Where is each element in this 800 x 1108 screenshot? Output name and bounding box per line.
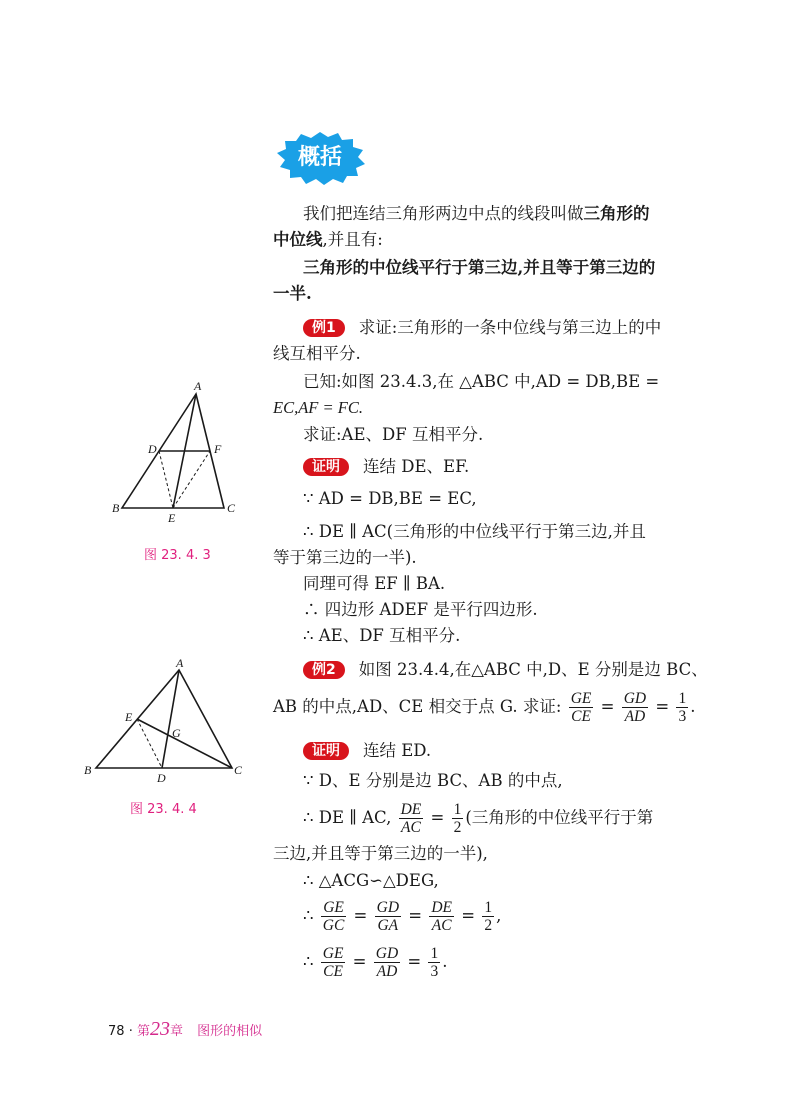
summary-bold: 三角形的 <box>583 204 650 223</box>
figure-23-4-4 <box>82 658 242 788</box>
proof2-step6: ∴ $\frac{GE}{CE}$ = $\frac{GD}{AD}$ = $\frac{1}{3}$ . <box>303 945 448 980</box>
proof2-tag: 证明 <box>303 742 349 760</box>
example2-task-2: AB 的中点,AD、CE 相交于点 G. 求证: <box>273 697 562 716</box>
proof2-step4: ∴ △ACG∽△DEG, <box>303 871 439 890</box>
label-a: A <box>194 379 202 393</box>
fraction-one-third: $\frac{1}{3}$ <box>678 690 687 725</box>
chapter-number: 23 <box>149 1018 170 1040</box>
proof1-step3-1: ∴ DE ∥ AC(三角形的中位线平行于第三边,并且 <box>303 522 646 541</box>
fraction-de-ac-2: $\frac{DE}{AC}$ <box>431 899 453 934</box>
label-c-2: C <box>234 763 242 777</box>
label-c: C <box>227 501 236 515</box>
theorem-line-2: 一半. <box>273 284 312 303</box>
fraction-de-ac: $\frac{DE}{AC}$ <box>400 801 422 836</box>
term-midline: 中位线 <box>273 230 323 249</box>
segment-de <box>159 451 173 508</box>
label-e: E <box>168 511 176 525</box>
proof2-step3: ∴ DE ∥ AC, $\frac{DE}{AC}$ = $\frac{1}{2}$ (三角形的中位线平行于第 <box>303 801 654 836</box>
summary-line-1 <box>273 203 733 225</box>
example1-tag: 例1 <box>303 319 345 337</box>
fraction-ge-gc: $\frac{GE}{GC}$ <box>322 899 345 934</box>
fraction-ge-ce: $\frac{GE}{CE}$ <box>570 690 592 725</box>
label-e-2: E <box>125 710 133 724</box>
fraction-gd-ga: $\frac{GD}{GA}$ <box>376 899 400 934</box>
proof1-step4: 同理可得 EF ∥ BA. <box>303 574 446 593</box>
fraction-one-third-2: $\frac{1}{3}$ <box>430 945 439 980</box>
figure-caption-23-4-3: 图 23. 4. 3 <box>144 548 211 563</box>
proof2-step5: ∴ $\frac{GE}{GC}$ = $\frac{GD}{GA}$ = $\frac{DE}{AC}$ = $\frac{1}{2}$ , <box>303 899 502 934</box>
fraction-ge-ce-2: $\frac{GE}{CE}$ <box>322 945 344 980</box>
proof2-step1: 连结 ED. <box>363 741 432 760</box>
example1-given-1: 已知:如图 23.4.3,在 △ABC 中,AD = DB,BE = <box>303 372 660 391</box>
page-footer: 78 · 第23章 图形的相似 <box>108 1018 263 1040</box>
proof1-step3-2: 等于第三边的一半). <box>273 548 417 567</box>
label-a-2: A <box>176 658 184 670</box>
segment-ce <box>137 719 232 768</box>
example1-task-line-2: 线互相平分. <box>273 344 361 363</box>
proof2-step3-2: 三边,并且等于第三边的一半), <box>273 844 488 863</box>
example2-proof-start <box>273 740 733 762</box>
figure-caption-23-4-4: 图 23. 4. 4 <box>130 802 197 817</box>
example1-task: 求证:三角形的一条中位线与第三边上的中 <box>358 318 662 337</box>
segment-ed <box>137 719 162 768</box>
figure-23-4-3 <box>108 378 248 528</box>
proof1-step6: ∴ AE、DF 互相平分. <box>303 626 461 645</box>
example2-task: 如图 23.4.4,在△ABC 中,D、E 分别是边 BC、 <box>358 660 708 679</box>
fraction-one-half: $\frac{1}{2}$ <box>453 801 462 836</box>
theorem-line-1: 三角形的中位线平行于第三边,并且等于第三边的 <box>303 258 656 277</box>
label-d: D <box>148 442 157 456</box>
proof2-step2: ∵ D、E 分别是边 BC、AB 的中点, <box>303 771 563 790</box>
example1-proof-start <box>273 456 733 478</box>
proof1-tag: 证明 <box>303 458 349 476</box>
page-number: 78 <box>108 1024 125 1039</box>
proof1-step1: 连结 DE、EF. <box>363 457 470 476</box>
chapter-title: 图形的相似 <box>197 1024 263 1039</box>
summary-badge <box>272 130 368 186</box>
summary-text-2: ,并且有: <box>322 230 383 249</box>
summary-line-2 <box>273 229 703 251</box>
fraction-one-half-2: $\frac{1}{2}$ <box>484 899 493 934</box>
example1-task-line-1 <box>273 317 733 339</box>
segment-ad <box>162 670 179 768</box>
label-g: G <box>172 726 181 740</box>
example2-task-line-1 <box>273 659 733 681</box>
label-d-2: D <box>157 771 166 785</box>
fraction-gd-ad-2: $\frac{GD}{AD}$ <box>375 945 399 980</box>
example2-task-line-2: AB 的中点,AD、CE 相交于点 G. 求证: $\frac{GE}{CE}$ = $\frac{GD}{AD}$ = $\frac{1}{3}$ . <box>273 690 696 725</box>
example2-tag: 例2 <box>303 661 345 679</box>
fraction-gd-ad: $\frac{GD}{AD}$ <box>623 690 647 725</box>
label-b-2: B <box>84 763 92 777</box>
proof1-step5: ∴ 四边形 ADEF 是平行四边形. <box>303 600 538 619</box>
label-b: B <box>112 501 120 515</box>
summary-text: 我们把连结三角形两边中点的线段叫做 <box>303 204 584 223</box>
proof1-step2: ∵ AD = DB,BE = EC, <box>303 489 477 508</box>
example1-given-2: EC,AF = FC. <box>273 398 363 417</box>
badge-text: 概括 <box>297 145 342 170</box>
example1-prove: 求证:AE、DF 互相平分. <box>303 425 484 444</box>
label-f: F <box>214 442 222 456</box>
